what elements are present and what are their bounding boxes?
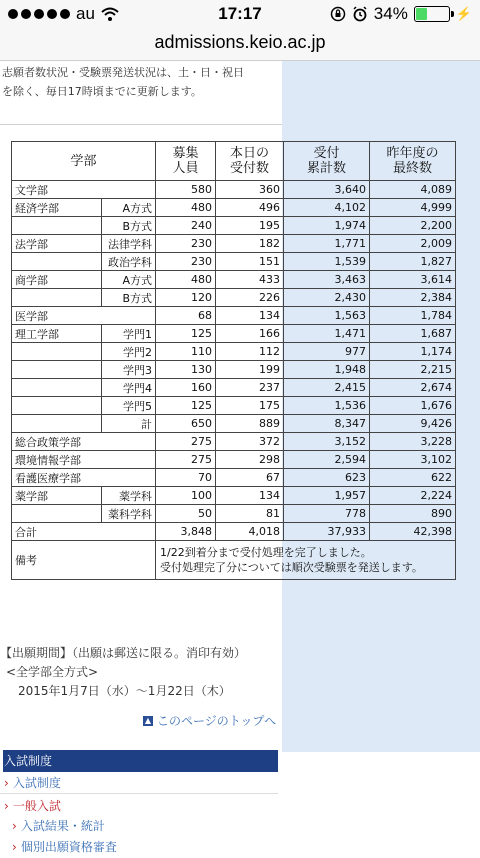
value-cell: 2,415: [284, 379, 370, 397]
value-cell: 1,676: [370, 397, 456, 415]
value-cell: 37,933: [284, 523, 370, 541]
nav-item-eligibility[interactable]: [0, 836, 278, 858]
value-cell: 622: [370, 469, 456, 487]
value-cell: 1,974: [284, 217, 370, 235]
application-period: [0, 644, 246, 701]
value-cell: 2,384: [370, 289, 456, 307]
value-cell: 1,539: [284, 253, 370, 271]
chevron-right-icon: ›: [4, 776, 9, 790]
value-cell: 130: [156, 361, 216, 379]
faculty-cell: 薬学部: [12, 487, 102, 505]
value-cell: 112: [216, 343, 284, 361]
period-title: 【出願期間】（出願は郵送に限る。消印有効）: [0, 646, 247, 660]
table-row: [12, 397, 456, 415]
value-cell: 4,018: [216, 523, 284, 541]
value-cell: 496: [216, 199, 284, 217]
subdivision-cell: A方式: [102, 199, 156, 217]
charging-icon: ⚡: [455, 6, 472, 21]
carrier-label: au: [76, 4, 95, 23]
value-cell: 1,471: [284, 325, 370, 343]
value-cell: 623: [284, 469, 370, 487]
subdivision-cell: 学門4: [102, 379, 156, 397]
faculty-cell: [12, 505, 102, 523]
value-cell: 275: [156, 451, 216, 469]
value-cell: 1,827: [370, 253, 456, 271]
value-cell: 70: [156, 469, 216, 487]
remarks-line: 受付処理完了分については順次受験票を発送します。: [160, 561, 423, 574]
subdivision-cell: A方式: [102, 271, 156, 289]
value-cell: 199: [216, 361, 284, 379]
remarks-label: 備考: [12, 541, 156, 580]
value-cell: 81: [216, 505, 284, 523]
value-cell: 3,463: [284, 271, 370, 289]
value-cell: 160: [156, 379, 216, 397]
value-cell: 1,536: [284, 397, 370, 415]
value-cell: 2,200: [370, 217, 456, 235]
value-cell: 1,957: [284, 487, 370, 505]
value-cell: 151: [216, 253, 284, 271]
subdivision-cell: 薬科学科: [102, 505, 156, 523]
subdivision-cell: 政治学科: [102, 253, 156, 271]
value-cell: 2,224: [370, 487, 456, 505]
faculty-cell: [12, 397, 102, 415]
value-cell: 275: [156, 433, 216, 451]
faculty-cell: 医学部: [12, 307, 156, 325]
value-cell: 240: [156, 217, 216, 235]
value-cell: 226: [216, 289, 284, 307]
faculty-cell: 理工学部: [12, 325, 102, 343]
value-cell: 182: [216, 235, 284, 253]
arrow-up-icon: ▲: [144, 715, 152, 725]
notice-line: を除く、毎日17時頃までに更新します。: [2, 85, 202, 98]
value-cell: 67: [216, 469, 284, 487]
faculty-cell: [12, 379, 102, 397]
table-row: [12, 325, 456, 343]
notice-line: 志願者数状況・受験票発送状況は、土・日・祝日: [2, 66, 244, 79]
value-cell: 1,687: [370, 325, 456, 343]
table-row: [12, 271, 456, 289]
value-cell: 175: [216, 397, 284, 415]
column-header: 学部: [12, 142, 156, 181]
battery-icon: [414, 6, 450, 22]
value-cell: 1,784: [370, 307, 456, 325]
value-cell: 480: [156, 271, 216, 289]
faculty-cell: [12, 343, 102, 361]
value-cell: 2,009: [370, 235, 456, 253]
faculty-cell: 経済学部: [12, 199, 102, 217]
subdivision-cell: 法律学科: [102, 235, 156, 253]
value-cell: 3,614: [370, 271, 456, 289]
table-row: [12, 361, 456, 379]
period-scope: <全学部全方式>: [6, 665, 99, 679]
url-text: admissions.keio.ac.jp: [154, 32, 326, 52]
nav-item-label: 個別出願資格審査: [20, 840, 117, 854]
battery-percent: 34%: [373, 4, 408, 23]
value-cell: 9,426: [370, 415, 456, 433]
subdivision-cell: 薬学科: [102, 487, 156, 505]
faculty-cell: 合計: [12, 523, 156, 541]
faculty-cell: [12, 253, 102, 271]
value-cell: 2,594: [284, 451, 370, 469]
address-bar[interactable]: [0, 28, 480, 61]
nav-header[interactable]: [0, 750, 278, 772]
table-row: [12, 469, 456, 487]
faculty-cell: 法学部: [12, 235, 102, 253]
nav-item-results[interactable]: [0, 815, 278, 837]
nav-item-label: 入試結果・統計: [20, 819, 105, 833]
value-cell: 125: [156, 325, 216, 343]
alarm-icon: [352, 6, 368, 22]
chevron-right-icon: ›: [4, 799, 9, 813]
table-row: [12, 505, 456, 523]
value-cell: 125: [156, 397, 216, 415]
chevron-right-icon: ›: [12, 840, 17, 854]
value-cell: 3,102: [370, 451, 456, 469]
value-cell: 1,563: [284, 307, 370, 325]
table-row: [12, 523, 456, 541]
faculty-cell: 看護医療学部: [12, 469, 156, 487]
column-header: 募集 人員: [156, 142, 216, 181]
nav-item-system[interactable]: [0, 772, 278, 794]
subdivision-cell: 学門1: [102, 325, 156, 343]
column-header: 受付 累計数: [284, 142, 370, 181]
table-row: [12, 379, 456, 397]
value-cell: 890: [370, 505, 456, 523]
value-cell: 3,228: [370, 433, 456, 451]
value-cell: 889: [216, 415, 284, 433]
faculty-cell: [12, 361, 102, 379]
value-cell: 8,347: [284, 415, 370, 433]
faculty-cell: 環境情報学部: [12, 451, 156, 469]
value-cell: 977: [284, 343, 370, 361]
value-cell: 1,174: [370, 343, 456, 361]
subdivision-cell: 学門5: [102, 397, 156, 415]
faculty-cell: [12, 217, 102, 235]
value-cell: 134: [216, 307, 284, 325]
table-row: [12, 253, 456, 271]
table-row: [12, 307, 456, 325]
value-cell: 237: [216, 379, 284, 397]
value-cell: 3,848: [156, 523, 216, 541]
column-header: 本日の 受付数: [216, 142, 284, 181]
value-cell: 4,089: [370, 181, 456, 199]
subdivision-cell: B方式: [102, 289, 156, 307]
value-cell: 100: [156, 487, 216, 505]
applicant-table: [11, 141, 456, 580]
value-cell: 372: [216, 433, 284, 451]
value-cell: 134: [216, 487, 284, 505]
subdivision-cell: 学門2: [102, 343, 156, 361]
table-row: [12, 433, 456, 451]
value-cell: 166: [216, 325, 284, 343]
value-cell: 230: [156, 235, 216, 253]
remarks-line: 1/22到着分まで受付処理を完了しました。: [160, 546, 372, 559]
column-header: 昨年度の 最終数: [370, 142, 456, 181]
value-cell: 2,430: [284, 289, 370, 307]
value-cell: 3,152: [284, 433, 370, 451]
value-cell: 3,640: [284, 181, 370, 199]
rotation-lock-icon: [330, 6, 346, 22]
value-cell: 1,771: [284, 235, 370, 253]
value-cell: 4,102: [284, 199, 370, 217]
remarks-text: [156, 541, 456, 580]
remarks-row: [12, 541, 456, 580]
value-cell: 230: [156, 253, 216, 271]
value-cell: 1,948: [284, 361, 370, 379]
table-row: [12, 181, 456, 199]
nav-item-general[interactable]: [0, 795, 278, 817]
subdivision-cell: 計: [102, 415, 156, 433]
clock: 17:17: [218, 4, 262, 23]
table-row: [12, 289, 456, 307]
nav-header-label: 入試制度: [4, 754, 53, 768]
faculty-cell: [12, 289, 102, 307]
value-cell: 580: [156, 181, 216, 199]
faculty-cell: 商学部: [12, 271, 102, 289]
value-cell: 2,674: [370, 379, 456, 397]
value-cell: 120: [156, 289, 216, 307]
value-cell: 4,999: [370, 199, 456, 217]
status-bar: [0, 0, 480, 28]
value-cell: 42,398: [370, 523, 456, 541]
value-cell: 360: [216, 181, 284, 199]
table-row: [12, 451, 456, 469]
subdivision-cell: 学門3: [102, 361, 156, 379]
update-notice: [0, 63, 284, 101]
value-cell: 2,215: [370, 361, 456, 379]
chevron-right-icon: ›: [12, 819, 17, 833]
value-cell: 195: [216, 217, 284, 235]
value-cell: 298: [216, 451, 284, 469]
subdivision-cell: B方式: [102, 217, 156, 235]
value-cell: 68: [156, 307, 216, 325]
table-row: [12, 235, 456, 253]
faculty-cell: 文学部: [12, 181, 156, 199]
faculty-cell: [12, 415, 102, 433]
table-row: [12, 487, 456, 505]
faculty-cell: 総合政策学部: [12, 433, 156, 451]
table-row: [12, 415, 456, 433]
divider: [0, 124, 282, 125]
value-cell: 433: [216, 271, 284, 289]
page-top-link[interactable]: [143, 712, 276, 729]
value-cell: 778: [284, 505, 370, 523]
value-cell: 50: [156, 505, 216, 523]
value-cell: 110: [156, 343, 216, 361]
value-cell: 650: [156, 415, 216, 433]
table-row: [12, 343, 456, 361]
page-top-label: このページのトップへ: [157, 714, 277, 728]
nav-item-label: 入試制度: [12, 776, 61, 790]
value-cell: 480: [156, 199, 216, 217]
table-row: [12, 199, 456, 217]
table-row: [12, 217, 456, 235]
period-dates: 2015年1月7日（水）～1月22日（木）: [18, 684, 231, 698]
status-right: [330, 4, 472, 24]
nav-item-label: 一般入試: [12, 799, 61, 813]
